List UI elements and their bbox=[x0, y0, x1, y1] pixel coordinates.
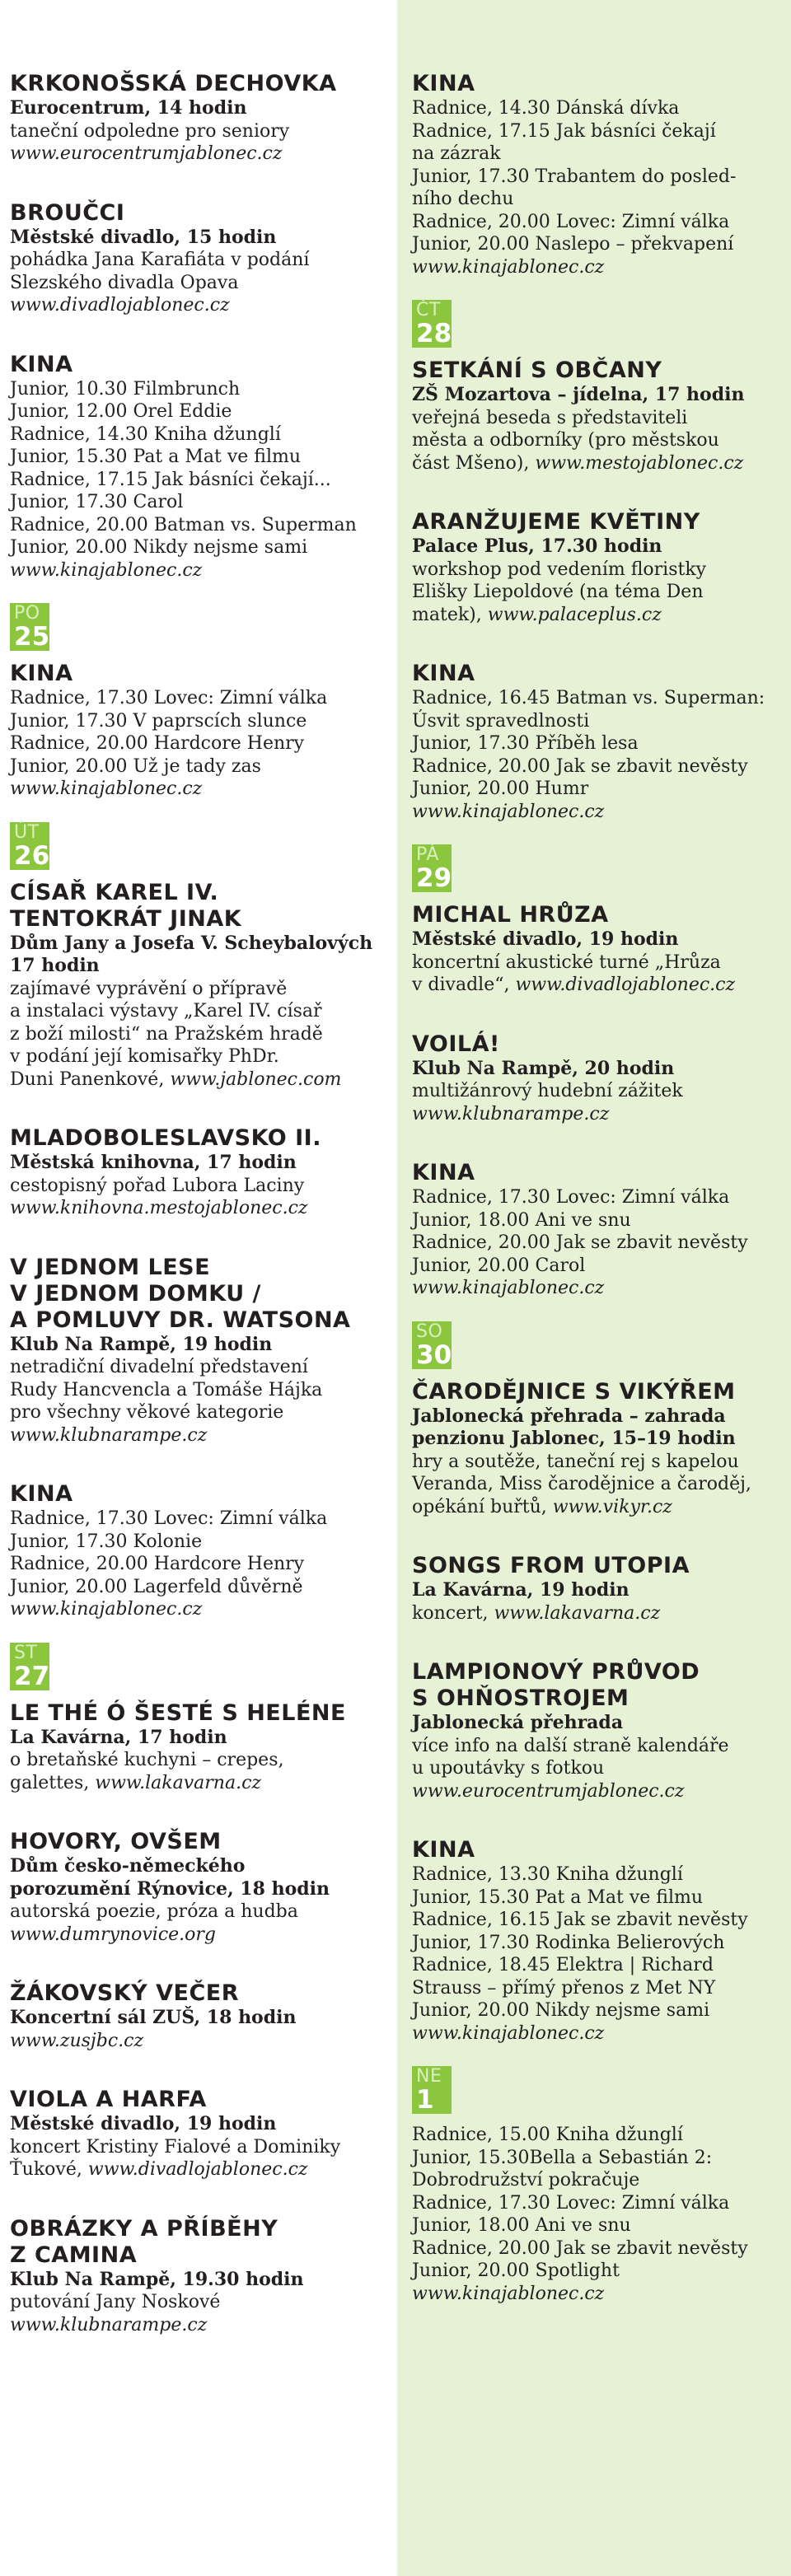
event-web-link[interactable]: www.divadlojablonec.cz bbox=[515, 975, 736, 995]
event-description bbox=[412, 1602, 784, 1625]
event-description: multižánrový hudební zážitek bbox=[412, 1081, 683, 1101]
event-venue: Jablonecká přehrada – zahrada bbox=[412, 1405, 726, 1427]
screening-line: Junior, 20.00 Nikdy nejsme sami bbox=[412, 2000, 710, 2021]
event-title: OBRÁZKY A PŘÍBĚHY bbox=[10, 2215, 278, 2242]
screening-line: Radnice, 17.30 Lovec: Zimní válka bbox=[10, 688, 328, 708]
screening-line: Junior, 20.00 Nikdy nejsme sami bbox=[10, 537, 308, 558]
event-web-link[interactable]: www.kinajablonec.cz bbox=[412, 2283, 605, 2304]
event-aranzujeme-kvetiny bbox=[412, 509, 784, 626]
event-description: koncert Kristiny Fialové a Dominiky bbox=[10, 2136, 341, 2158]
event-description: netradiční divadelní představení bbox=[10, 1357, 308, 1377]
day-name: SO bbox=[416, 1321, 443, 1342]
screening-line: Junior, 17.30 V paprscích slunce bbox=[10, 710, 307, 732]
event-description: pro všechny věkové kategorie bbox=[10, 1402, 284, 1423]
event-description: u upoutávky s fotkou bbox=[412, 1758, 605, 1779]
event-obrazky-a-pribehy bbox=[10, 2216, 389, 2337]
event-description: Elišky Liepoldové (na téma Den bbox=[412, 582, 704, 602]
day-number: 26 bbox=[14, 840, 50, 871]
screening-line: Junior, 18.00 Ani ve snu bbox=[412, 1209, 631, 1231]
screening-line: Dobrodružství pokračuje bbox=[412, 2170, 640, 2190]
event-michal-hruza bbox=[412, 902, 784, 997]
event-venue: Dům česko-německého bbox=[10, 1855, 246, 1877]
event-broucci bbox=[10, 200, 389, 317]
event-title: V JEDNOM LESE bbox=[10, 1254, 211, 1280]
event-description: Slezského divadla Opava bbox=[10, 272, 239, 293]
event-title: SETKÁNÍ S OBČANY bbox=[412, 358, 662, 383]
event-description: workshop pod vedením floristky bbox=[412, 559, 707, 580]
screening-line: Junior, 20.00 Humr bbox=[412, 778, 589, 799]
day-number: 30 bbox=[416, 1339, 452, 1370]
event-venue: Koncertní sál ZUŠ, 18 hodin bbox=[10, 2007, 297, 2028]
screening-line: Radnice, 20.00 Hardcore Henry bbox=[10, 1554, 305, 1574]
event-kina-sunday bbox=[10, 352, 389, 582]
event-web-link[interactable]: www.lakavarna.cz bbox=[494, 1602, 661, 1624]
event-krkonosska-dechovka bbox=[10, 71, 389, 166]
screening-line: Junior, 17.30 Carol bbox=[10, 492, 184, 512]
event-description bbox=[10, 1068, 389, 1092]
event-lampionovy-pruvod bbox=[412, 1659, 784, 1802]
screening-line: Junior, 10.30 Filmbrunch bbox=[10, 378, 241, 400]
event-description bbox=[412, 1496, 784, 1519]
day-name: ST bbox=[14, 1642, 38, 1663]
day-badge-28 bbox=[412, 300, 452, 348]
event-title: CÍSAŘ KAREL IV. bbox=[10, 879, 219, 905]
day-name: NE bbox=[416, 2066, 442, 2087]
event-description bbox=[412, 604, 784, 627]
event-title: Z CAMINA bbox=[10, 2242, 138, 2268]
description-text: matek), bbox=[412, 604, 482, 625]
event-title: BROUČCI bbox=[10, 199, 125, 226]
event-venue: La Kavárna, 17 hodin bbox=[10, 1726, 227, 1748]
event-venue: Klub Na Rampě, 19 hodin bbox=[10, 1333, 273, 1355]
day-number: 1 bbox=[416, 2085, 434, 2115]
screening-line: Radnice, 17.30 Lovec: Zimní válka bbox=[412, 2192, 730, 2214]
event-web-link[interactable]: www.kinajablonec.cz bbox=[412, 256, 605, 278]
event-title: MICHAL HRŮZA bbox=[412, 902, 609, 928]
screening-line: Radnice, 20.00 Jak se zbavit nevěsty bbox=[412, 755, 748, 777]
day-name: ČT bbox=[416, 300, 441, 320]
event-title: S OHŇOSTROJEM bbox=[412, 1685, 630, 1711]
event-title: LE THÉ Ó ŠESTÉ S HELÉNE bbox=[10, 1699, 346, 1726]
event-description: zajímavé vyprávění o přípravě bbox=[10, 978, 288, 999]
event-web-link[interactable]: www.zusjbc.cz bbox=[10, 2030, 144, 2051]
screening-line: Junior, 15.30 Pat a Mat ve filmu bbox=[10, 446, 302, 467]
screening-line: Radnice, 16.45 Batman vs. Superman: bbox=[412, 688, 765, 708]
event-web-link[interactable]: www.dumrynovice.org bbox=[10, 1924, 216, 1945]
event-description: autorská poezie, próza a hudba bbox=[10, 1901, 298, 1922]
event-web-link[interactable]: www.lakavarna.cz bbox=[95, 1772, 261, 1793]
screening-line: Junior, 17.30 Příběh lesa bbox=[412, 733, 639, 754]
screening-line: Junior, 20.00 Spotlight bbox=[412, 2260, 620, 2281]
event-web-link[interactable]: www.jablonec.com bbox=[170, 1068, 342, 1090]
event-title: KINA bbox=[412, 1837, 475, 1863]
event-carodejnice bbox=[412, 1379, 784, 1519]
event-description: města a odborníky (pro městskou bbox=[412, 430, 719, 451]
day-badge-1 bbox=[412, 2066, 452, 2114]
screening-line: Radnice, 20.00 Batman vs. Superman bbox=[10, 514, 357, 535]
event-web-link[interactable]: www.divadlojablonec.cz bbox=[10, 295, 230, 316]
day-badge-29 bbox=[412, 844, 452, 892]
screening-line: Radnice, 17.30 Lovec: Zimní válka bbox=[412, 1187, 730, 1208]
event-web-link[interactable]: www.kinajablonec.cz bbox=[10, 559, 203, 581]
description-text: Ťukové, bbox=[10, 2159, 82, 2180]
event-venue: porozumění Rýnovice, 18 hodin bbox=[10, 1877, 330, 1900]
event-title: HOVORY, OVŠEM bbox=[10, 1829, 222, 1854]
day-badge-30 bbox=[412, 1321, 452, 1369]
event-web-link[interactable]: www.kinajablonec.cz bbox=[10, 1599, 203, 1620]
screening-line: Radnice, 17.30 Lovec: Zimní válka bbox=[10, 1508, 328, 1529]
screening-line: Radnice, 16.15 Jak se zbavit nevěsty bbox=[412, 1910, 748, 1930]
event-description: putování Jany Noskové bbox=[10, 2292, 221, 2312]
screening-line: ního dechu bbox=[412, 189, 514, 209]
event-description: z boží milosti“ na Pražském hradě bbox=[10, 1023, 323, 1045]
day-badge-26 bbox=[10, 822, 49, 870]
event-zakovsky-vecer bbox=[10, 1980, 389, 2052]
event-kina-friday bbox=[412, 1160, 784, 1300]
event-venue: penzionu Jablonec, 15–19 hodin bbox=[412, 1428, 736, 1449]
day-badge-27 bbox=[10, 1643, 49, 1690]
event-venue: Jablonecká přehrada bbox=[412, 1712, 624, 1733]
event-songs-from-utopia bbox=[412, 1553, 784, 1625]
screening-line: Radnice, 20.00 Hardcore Henry bbox=[10, 733, 305, 754]
event-venue: Klub Na Rampě, 19.30 hodin bbox=[10, 2268, 304, 2290]
event-venue: La Kavárna, 19 hodin bbox=[412, 1579, 630, 1601]
screening-line: Junior, 17.30 Trabantem do posled- bbox=[412, 166, 737, 187]
event-title: MLADOBOLESLAVSKO II. bbox=[10, 1125, 321, 1151]
event-description: a instalaci výstavy „Karel IV. císař bbox=[10, 1001, 322, 1022]
screening-line: Junior, 15.30 Pat a Mat ve filmu bbox=[412, 1886, 704, 1908]
event-web-link[interactable]: www.mestojablonec.cz bbox=[535, 452, 744, 474]
event-description bbox=[412, 452, 784, 475]
event-title: KRKONOŠSKÁ DECHOVKA bbox=[10, 71, 337, 96]
event-voila bbox=[412, 1031, 784, 1126]
event-v-jednom-lese bbox=[10, 1255, 389, 1447]
screening-line: Radnice, 14.30 Kniha džunglí bbox=[10, 423, 281, 445]
event-title: KINA bbox=[412, 661, 475, 686]
event-venue: Městské divadlo, 19 hodin bbox=[412, 928, 679, 950]
event-kina-thursday bbox=[412, 661, 784, 823]
screening-line: Junior, 12.00 Orel Eddie bbox=[10, 401, 232, 422]
day-name: ÚT bbox=[14, 821, 40, 843]
screening-line: na zázrak bbox=[412, 143, 501, 164]
event-web-link[interactable]: www.klubnarampe.cz bbox=[10, 1424, 208, 1446]
event-kina-sunday-may bbox=[412, 2124, 784, 2305]
event-description: více info na další straně kalendáře bbox=[412, 1735, 729, 1756]
screening-line: Radnice, 14.30 Dánská dívka bbox=[412, 98, 680, 119]
event-venue: Městská knihovna, 17 hodin bbox=[10, 1152, 297, 1173]
screening-line: Radnice, 18.45 Elektra | Richard bbox=[412, 1955, 714, 1975]
event-viola-a-harfa bbox=[10, 2087, 389, 2181]
event-web-link[interactable]: www.kinajablonec.cz bbox=[412, 1278, 605, 1298]
event-venue: 17 hodin bbox=[10, 955, 100, 976]
screening-line: Radnice, 20.00 Jak se zbavit nevěsty bbox=[412, 1232, 748, 1253]
event-venue: Dům Jany a Josefa V. Scheybalových bbox=[10, 932, 373, 954]
screening-line: Junior, 20.00 Lagerfeld důvěrně bbox=[10, 1576, 303, 1597]
event-description: pohádka Jana Karafiáta v podání bbox=[10, 250, 310, 270]
event-description: v podání její komisařky PhDr. bbox=[10, 1046, 279, 1067]
description-text: galettes, bbox=[10, 1772, 90, 1793]
event-hovory-ovsem bbox=[10, 1829, 389, 1946]
screening-line: Junior, 20.00 Už je tady zas bbox=[10, 755, 261, 777]
event-description: Veranda, Miss čarodějnice a čaroděj, bbox=[412, 1474, 751, 1494]
screening-line: Radnice, 15.00 Kniha džunglí bbox=[412, 2125, 683, 2145]
event-web-link[interactable]: www.kinajablonec.cz bbox=[10, 778, 203, 799]
event-kina-saturday bbox=[412, 1837, 784, 2045]
event-description: hry a soutěže, taneční rej s kapelou bbox=[412, 1451, 739, 1472]
screening-line: Junior, 20.00 Carol bbox=[412, 1255, 586, 1276]
event-venue: Palace Plus, 17.30 hodin bbox=[412, 535, 662, 557]
day-number: 29 bbox=[416, 863, 452, 893]
event-title: KINA bbox=[10, 351, 73, 377]
event-title: KINA bbox=[10, 661, 73, 686]
event-description bbox=[10, 2158, 389, 2181]
day-number: 25 bbox=[14, 622, 50, 652]
screening-line: Junior, 15.30Bella a Sebastián 2: bbox=[412, 2147, 713, 2168]
event-web-link[interactable]: www.palaceplus.cz bbox=[487, 604, 662, 625]
event-kina-tuesday-cont bbox=[412, 71, 784, 278]
event-venue: Eurocentrum, 14 hodin bbox=[10, 97, 247, 119]
event-title: KINA bbox=[10, 1481, 73, 1507]
event-description: o bretaňské kuchyni – crepes, bbox=[10, 1750, 284, 1770]
screening-line: Úsvit spravedlnosti bbox=[412, 710, 590, 732]
event-title: VOILÁ! bbox=[412, 1031, 500, 1057]
event-web-link[interactable]: www.eurocentrumjablonec.cz bbox=[412, 1780, 685, 1802]
event-web-link[interactable]: www.klubnarampe.cz bbox=[10, 2314, 208, 2335]
event-venue: Klub Na Rampě, 20 hodin bbox=[412, 1057, 675, 1079]
event-title: TENTOKRÁT JINAK bbox=[10, 905, 242, 932]
screening-line: Radnice, 20.00 Lovec: Zimní válka bbox=[412, 211, 730, 232]
event-kina-tuesday bbox=[10, 1481, 389, 1621]
event-description: koncertní akustické turné „Hrůza bbox=[412, 951, 721, 973]
event-title: ČARODĚJNICE S VIKÝŘEM bbox=[412, 1378, 736, 1405]
screening-line: Junior, 17.30 Rodinka Belierových bbox=[412, 1932, 725, 1953]
event-title: VIOLA A HARFA bbox=[10, 2087, 207, 2112]
event-title: SONGS FROM UTOPIA bbox=[412, 1553, 690, 1578]
event-title: V JEDNOM DOMKU / bbox=[10, 1280, 261, 1307]
event-web-link[interactable]: www.klubnarampe.cz bbox=[412, 1103, 610, 1124]
event-description bbox=[10, 1772, 389, 1795]
screening-line: Junior, 17.30 Kolonie bbox=[10, 1531, 203, 1552]
event-venue: Městské divadlo, 19 hodin bbox=[10, 2113, 277, 2134]
event-title: LAMPIONOVÝ PRŮVOD bbox=[412, 1659, 700, 1685]
description-text: Duni Panenkové, bbox=[10, 1068, 165, 1090]
event-description bbox=[412, 974, 784, 997]
day-name: PÁ bbox=[416, 844, 439, 865]
screening-line: Radnice, 13.30 Kniha džunglí bbox=[412, 1864, 683, 1885]
event-le-the bbox=[10, 1700, 389, 1795]
day-name: PO bbox=[14, 603, 40, 624]
screening-line: Strauss – přímý přenos z Met NY bbox=[412, 1977, 716, 1999]
event-description: veřejná beseda s představiteli bbox=[412, 407, 688, 428]
right-column bbox=[397, 0, 791, 2576]
description-text: část Mšeno), bbox=[412, 452, 530, 474]
screening-line: Radnice, 17.15 Jak básníci čekají bbox=[412, 120, 716, 142]
event-setkani-s-obcany bbox=[412, 358, 784, 475]
event-web-link[interactable]: www.eurocentrumjablonec.cz bbox=[10, 143, 283, 164]
description-text: v divadle“, bbox=[412, 975, 510, 995]
description-text: opékání buřtů, bbox=[412, 1496, 547, 1517]
event-title: A POMLUVY DR. WATSONA bbox=[10, 1307, 351, 1333]
screening-line: Radnice, 17.15 Jak básníci čekají... bbox=[10, 469, 331, 490]
screening-line: Junior, 18.00 Ani ve snu bbox=[412, 2215, 631, 2236]
event-title: KINA bbox=[412, 71, 475, 96]
event-web-link[interactable]: www.kinajablonec.cz bbox=[412, 2022, 605, 2044]
event-kina-monday bbox=[10, 661, 389, 801]
event-web-link[interactable]: www.divadlojablonec.cz bbox=[87, 2159, 308, 2180]
event-description: taneční odpoledne pro seniory bbox=[10, 120, 290, 142]
event-web-link[interactable]: www.vikyr.cz bbox=[552, 1496, 672, 1517]
screening-line: Radnice, 20.00 Jak se zbavit nevěsty bbox=[412, 2237, 748, 2259]
event-mladoboleslavsko bbox=[10, 1125, 389, 1220]
event-description: cestopisný pořad Lubora Laciny bbox=[10, 1175, 305, 1196]
event-venue: ZŠ Mozartova – jídelna, 17 hodin bbox=[412, 384, 745, 405]
day-number: 27 bbox=[14, 1661, 50, 1691]
day-number: 28 bbox=[416, 319, 452, 348]
event-cisar-karel bbox=[10, 880, 389, 1092]
event-web-link[interactable]: www.kinajablonec.cz bbox=[412, 801, 605, 822]
event-web-link[interactable]: www.knihovna.mestojablonec.cz bbox=[10, 1198, 308, 1218]
event-description: Rudy Hancvencla a Tomáše Hájka bbox=[10, 1379, 323, 1400]
event-venue: Městské divadlo, 15 hodin bbox=[10, 226, 277, 248]
event-title: KINA bbox=[412, 1160, 475, 1185]
description-text: koncert, bbox=[412, 1602, 489, 1624]
screening-line: Junior, 20.00 Naslepo – překvapení bbox=[412, 234, 734, 255]
event-title: ARANŽUJEME KVĚTINY bbox=[412, 509, 700, 535]
event-title: ŽÁKOVSKÝ VEČER bbox=[10, 1980, 240, 2006]
day-badge-25 bbox=[10, 603, 49, 651]
